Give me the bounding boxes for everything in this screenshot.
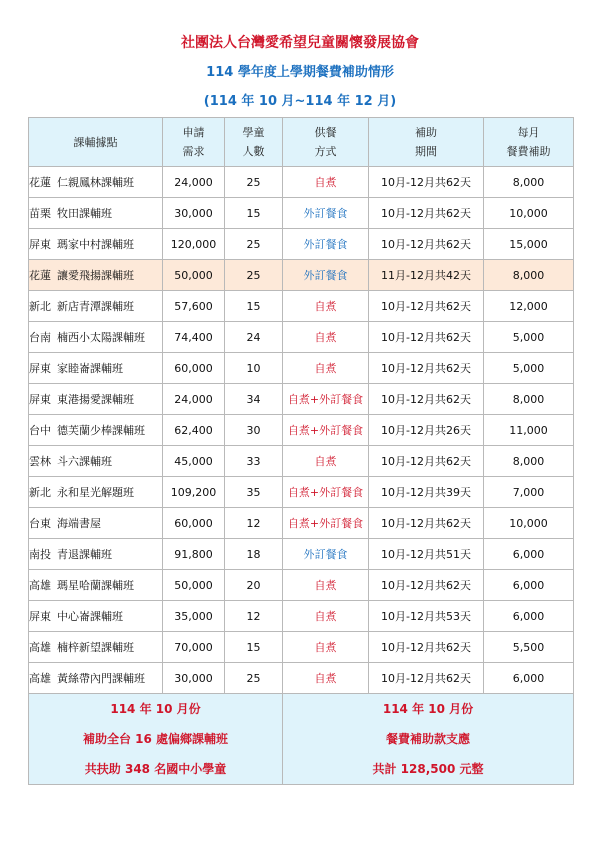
table-row — [29, 353, 574, 384]
student-count: 30 — [225, 415, 283, 446]
meal-method: 外訂餐食 — [283, 260, 369, 291]
meal-method: 自煮 — [283, 663, 369, 694]
site-cell — [29, 322, 163, 353]
request-amount: 120,000 — [163, 229, 225, 260]
subsidy-period: 10月-12月共26天 — [369, 415, 484, 446]
summary-row — [29, 694, 574, 785]
table-row — [29, 570, 574, 601]
site-cell — [29, 446, 163, 477]
request-amount: 35,000 — [163, 601, 225, 632]
org-title: 社團法人台灣愛希望兒童關懷發展協會 — [181, 35, 419, 51]
meal-method: 自煮 — [283, 632, 369, 663]
site-name: 家睦崙課輔班 — [57, 362, 123, 375]
subsidy-period: 10月-12月共62天 — [369, 446, 484, 477]
monthly-subsidy: 7,000 — [484, 477, 574, 508]
meal-method: 自煮+外訂餐食 — [283, 415, 369, 446]
site-region: 新北 — [29, 300, 51, 313]
table-row — [29, 167, 574, 198]
header-request: 申請 需求 — [163, 118, 225, 167]
student-count: 20 — [225, 570, 283, 601]
monthly-subsidy: 5,500 — [484, 632, 574, 663]
header-students: 學童 人數 — [225, 118, 283, 167]
monthly-subsidy: 8,000 — [484, 167, 574, 198]
header-monthly: 每月 餐費補助 — [484, 118, 574, 167]
site-name: 斗六課輔班 — [57, 455, 112, 468]
student-count: 25 — [225, 663, 283, 694]
monthly-subsidy: 8,000 — [484, 384, 574, 415]
site-cell — [29, 260, 163, 291]
site-cell — [29, 384, 163, 415]
student-count: 25 — [225, 229, 283, 260]
site-name: 瑪家中村課輔班 — [57, 238, 134, 251]
monthly-subsidy: 6,000 — [484, 539, 574, 570]
meal-method: 自煮 — [283, 446, 369, 477]
site-name: 楠梓新望課輔班 — [57, 641, 134, 654]
site-name: 新店青潭課輔班 — [57, 300, 134, 313]
header-meal: 供餐 方式 — [283, 118, 369, 167]
meal-method: 自煮 — [283, 322, 369, 353]
request-amount: 60,000 — [163, 353, 225, 384]
subsidy-period: 10月-12月共62天 — [369, 322, 484, 353]
request-amount: 109,200 — [163, 477, 225, 508]
subsidy-period: 11月-12月共42天 — [369, 260, 484, 291]
monthly-subsidy: 5,000 — [484, 322, 574, 353]
site-name: 德芙蘭少棒課輔班 — [57, 424, 145, 437]
meal-method: 自煮 — [283, 167, 369, 198]
student-count: 34 — [225, 384, 283, 415]
site-name: 永和星光解題班 — [57, 486, 134, 499]
table-header-row — [29, 118, 574, 167]
site-cell — [29, 663, 163, 694]
subsidy-period: 10月-12月共62天 — [369, 229, 484, 260]
table-row — [29, 229, 574, 260]
meal-method: 自煮+外訂餐食 — [283, 384, 369, 415]
table-row — [29, 291, 574, 322]
request-amount: 57,600 — [163, 291, 225, 322]
student-count: 10 — [225, 353, 283, 384]
meal-method: 外訂餐食 — [283, 229, 369, 260]
student-count: 35 — [225, 477, 283, 508]
report-subtitle: 114 學年度上學期餐費補助情形 — [206, 65, 394, 80]
site-region: 雲林 — [29, 455, 51, 468]
meal-method: 自煮+外訂餐食 — [283, 508, 369, 539]
site-region: 花蓮 — [29, 269, 51, 282]
request-amount: 24,000 — [163, 167, 225, 198]
site-cell — [29, 539, 163, 570]
student-count: 15 — [225, 632, 283, 663]
monthly-subsidy: 6,000 — [484, 663, 574, 694]
summary-right: 114 年 10 月份 餐費補助款支應 共計 128,500 元整 — [283, 694, 574, 785]
site-region: 花蓮 — [29, 176, 51, 189]
subsidy-period: 10月-12月共62天 — [369, 198, 484, 229]
monthly-subsidy: 12,000 — [484, 291, 574, 322]
student-count: 12 — [225, 508, 283, 539]
request-amount: 62,400 — [163, 415, 225, 446]
student-count: 15 — [225, 291, 283, 322]
site-region: 台南 — [29, 331, 51, 344]
site-region: 新北 — [29, 486, 51, 499]
summary-left: 114 年 10 月份 補助全台 16 處偏鄉課輔班 共扶助 348 名國中小學童 — [29, 694, 283, 785]
table-row — [29, 539, 574, 570]
meal-method: 自煮 — [283, 601, 369, 632]
site-cell — [29, 353, 163, 384]
table-row — [29, 477, 574, 508]
monthly-subsidy: 15,000 — [484, 229, 574, 260]
site-cell — [29, 229, 163, 260]
table-row — [29, 415, 574, 446]
site-cell — [29, 601, 163, 632]
monthly-subsidy: 11,000 — [484, 415, 574, 446]
site-name: 海端書屋 — [57, 517, 101, 530]
subsidy-period: 10月-12月共62天 — [369, 570, 484, 601]
site-name: 楠西小太陽課輔班 — [57, 331, 145, 344]
subsidy-period: 10月-12月共62天 — [369, 291, 484, 322]
header-period: 補助 期間 — [369, 118, 484, 167]
request-amount: 91,800 — [163, 539, 225, 570]
meal-method: 自煮+外訂餐食 — [283, 477, 369, 508]
subsidy-period: 10月-12月共62天 — [369, 384, 484, 415]
subsidy-period: 10月-12月共39天 — [369, 477, 484, 508]
table-row — [29, 384, 574, 415]
student-count: 25 — [225, 167, 283, 198]
site-cell — [29, 508, 163, 539]
subsidy-period: 10月-12月共62天 — [369, 663, 484, 694]
meal-method: 外訂餐食 — [283, 198, 369, 229]
site-cell — [29, 167, 163, 198]
site-name: 青退課輔班 — [57, 548, 112, 561]
student-count: 12 — [225, 601, 283, 632]
site-name: 中心崙課輔班 — [57, 610, 123, 623]
monthly-subsidy: 5,000 — [484, 353, 574, 384]
site-cell — [29, 198, 163, 229]
table-row — [29, 446, 574, 477]
site-region: 高雄 — [29, 641, 51, 654]
meal-subsidy-table — [28, 117, 574, 785]
site-region: 屏東 — [29, 610, 51, 623]
table-row — [29, 260, 574, 291]
table-row — [29, 198, 574, 229]
site-cell — [29, 477, 163, 508]
subsidy-period: 10月-12月共62天 — [369, 508, 484, 539]
request-amount: 30,000 — [163, 663, 225, 694]
request-amount: 50,000 — [163, 260, 225, 291]
site-name: 瑪星哈蘭課輔班 — [57, 579, 134, 592]
request-amount: 70,000 — [163, 632, 225, 663]
table-row — [29, 601, 574, 632]
student-count: 15 — [225, 198, 283, 229]
site-region: 屏東 — [29, 362, 51, 375]
site-region: 南投 — [29, 548, 51, 561]
request-amount: 30,000 — [163, 198, 225, 229]
table-row — [29, 322, 574, 353]
student-count: 24 — [225, 322, 283, 353]
site-cell — [29, 570, 163, 601]
meal-method: 自煮 — [283, 291, 369, 322]
table-row — [29, 508, 574, 539]
site-cell — [29, 415, 163, 446]
request-amount: 60,000 — [163, 508, 225, 539]
site-region: 苗栗 — [29, 207, 51, 220]
site-name: 牧田課輔班 — [57, 207, 112, 220]
header-site: 課輔據點 — [29, 118, 163, 167]
request-amount: 50,000 — [163, 570, 225, 601]
site-region: 高雄 — [29, 579, 51, 592]
monthly-subsidy: 10,000 — [484, 508, 574, 539]
monthly-subsidy: 8,000 — [484, 260, 574, 291]
subsidy-period: 10月-12月共53天 — [369, 601, 484, 632]
meal-method: 自煮 — [283, 570, 369, 601]
request-amount: 45,000 — [163, 446, 225, 477]
site-name: 仁親鳳林課輔班 — [57, 176, 134, 189]
site-region: 台中 — [29, 424, 51, 437]
subsidy-period: 10月-12月共62天 — [369, 353, 484, 384]
subsidy-period: 10月-12月共62天 — [369, 632, 484, 663]
monthly-subsidy: 6,000 — [484, 601, 574, 632]
table-row — [29, 663, 574, 694]
student-count: 18 — [225, 539, 283, 570]
monthly-subsidy: 6,000 — [484, 570, 574, 601]
subsidy-period: 10月-12月共62天 — [369, 167, 484, 198]
request-amount: 24,000 — [163, 384, 225, 415]
table-row — [29, 632, 574, 663]
date-range: (114 年 10 月~114 年 12 月) — [203, 94, 397, 109]
request-amount: 74,400 — [163, 322, 225, 353]
site-region: 屏東 — [29, 238, 51, 251]
meal-method: 外訂餐食 — [283, 539, 369, 570]
subsidy-period: 10月-12月共51天 — [369, 539, 484, 570]
site-cell — [29, 632, 163, 663]
meal-method: 自煮 — [283, 353, 369, 384]
site-region: 高雄 — [29, 672, 51, 685]
monthly-subsidy: 10,000 — [484, 198, 574, 229]
site-name: 讓愛飛揚課輔班 — [57, 269, 134, 282]
monthly-subsidy: 8,000 — [484, 446, 574, 477]
site-name: 東港揚愛課輔班 — [57, 393, 134, 406]
site-region: 屏東 — [29, 393, 51, 406]
student-count: 25 — [225, 260, 283, 291]
site-cell — [29, 291, 163, 322]
site-name: 黃絲帶內門課輔班 — [57, 672, 145, 685]
site-region: 台東 — [29, 517, 51, 530]
student-count: 33 — [225, 446, 283, 477]
